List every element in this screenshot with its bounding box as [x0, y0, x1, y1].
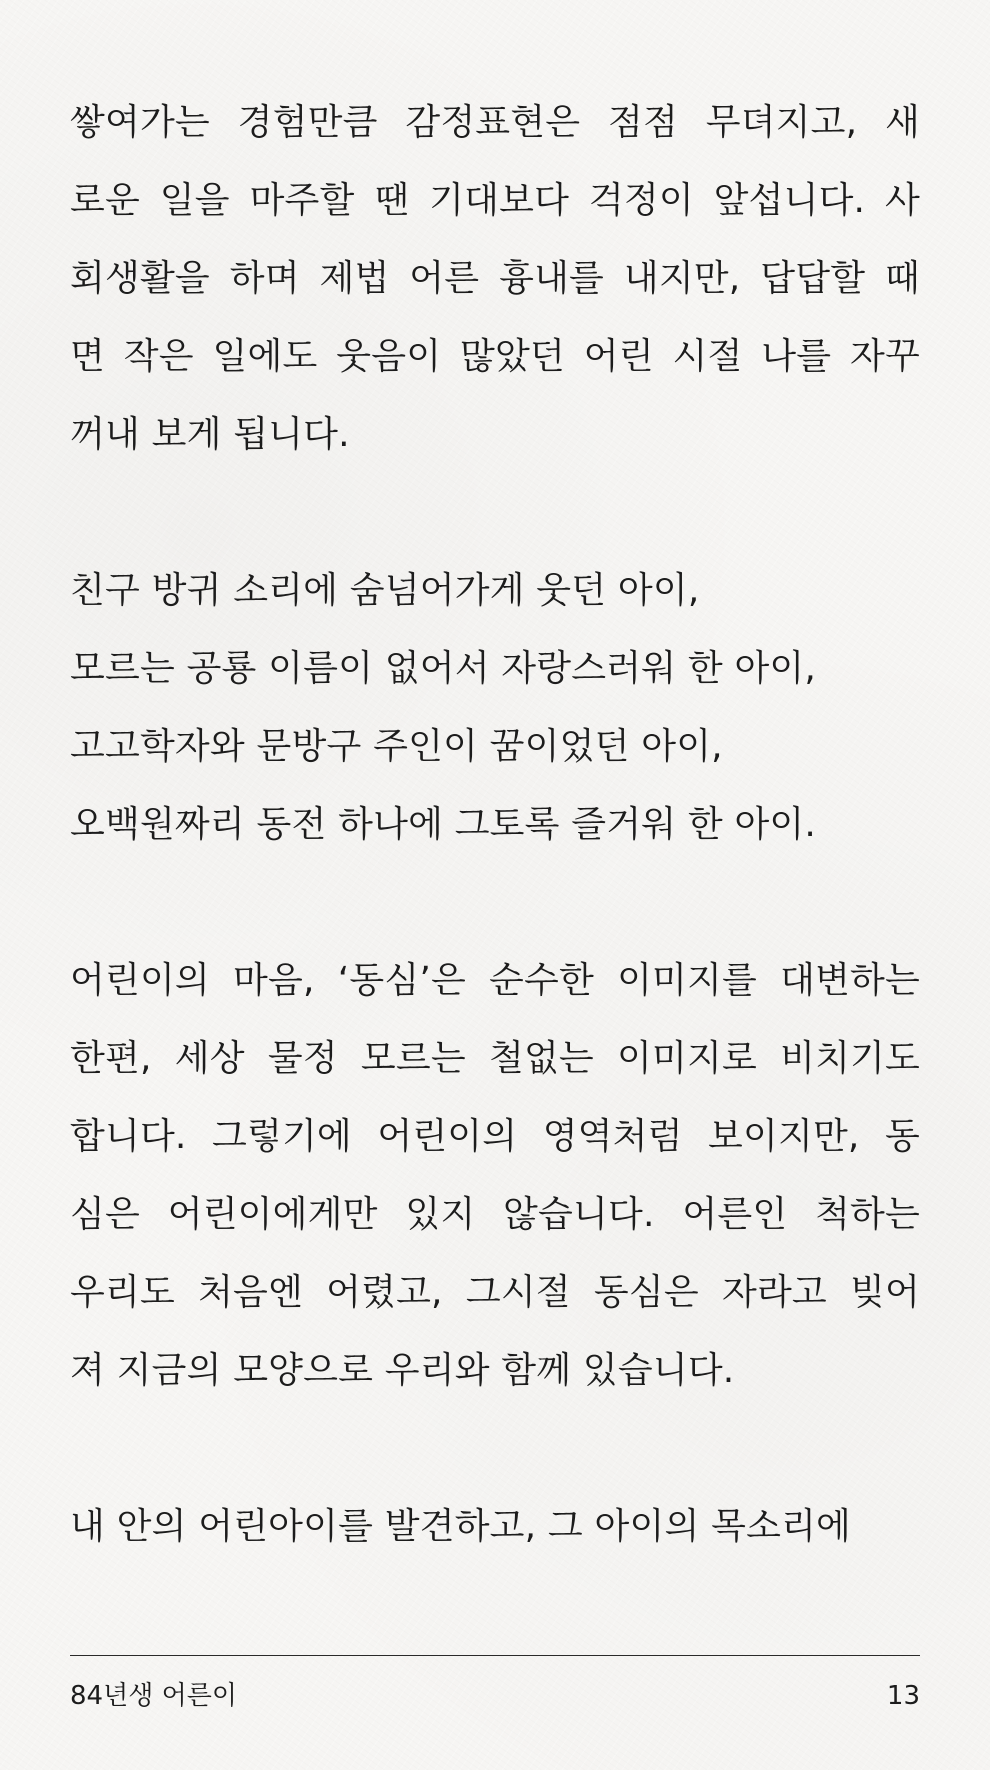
paragraph-1 [70, 84, 920, 474]
text-line: 회생활을 하며 제법 어른 흉내를 내지만, 답답할 때 [70, 258, 920, 299]
text-line: 쌓여가는 경험만큼 감정표현은 점점 무뎌지고, 새 [70, 102, 920, 143]
paragraph-spacer [70, 864, 920, 942]
paragraph-3 [70, 942, 920, 1410]
text-line: 심은 어린이에게만 있지 않습니다. 어른인 척하는 [70, 1194, 920, 1235]
paragraph-4 [70, 1488, 920, 1566]
text-line: 고고학자와 문방구 주인이 꿈이었던 아이, [70, 726, 723, 767]
text-line: 합니다. 그렇기에 어린이의 영역처럼 보이지만, 동 [70, 1116, 920, 1157]
text-line: 오백원짜리 동전 하나에 그토록 즐거워 한 아이. [70, 804, 817, 845]
text-line: 한편, 세상 물정 모르는 철없는 이미지로 비치기도 [70, 1038, 920, 1079]
text-line: 내 안의 어린아이를 발견하고, 그 아이의 목소리에 [70, 1506, 852, 1547]
text-line: 꺼내 보게 됩니다. [70, 414, 350, 455]
text-line: 모르는 공룡 이름이 없어서 자랑스러워 한 아이, [70, 648, 817, 689]
text-line: 로운 일을 마주할 땐 기대보다 걱정이 앞섭니다. 사 [70, 180, 920, 221]
page-footer [70, 1655, 920, 1711]
text-line: 친구 방귀 소리에 숨넘어가게 웃던 아이, [70, 570, 700, 611]
paragraph-2 [70, 552, 920, 864]
text-line: 면 작은 일에도 웃음이 많았던 어린 시절 나를 자꾸 [70, 336, 920, 377]
book-title: 84년생 어른이 [70, 1681, 237, 1711]
text-line: 져 지금의 모양으로 우리와 함께 있습니다. [70, 1350, 735, 1391]
page-body [70, 84, 920, 1566]
page-number: 13 [886, 1681, 920, 1711]
paragraph-spacer [70, 1410, 920, 1488]
text-line: 어린이의 마음, ‘동심’은 순수한 이미지를 대변하는 [70, 960, 920, 1001]
paragraph-spacer [70, 474, 920, 552]
text-line: 우리도 처음엔 어렸고, 그시절 동심은 자라고 빚어 [70, 1272, 920, 1313]
